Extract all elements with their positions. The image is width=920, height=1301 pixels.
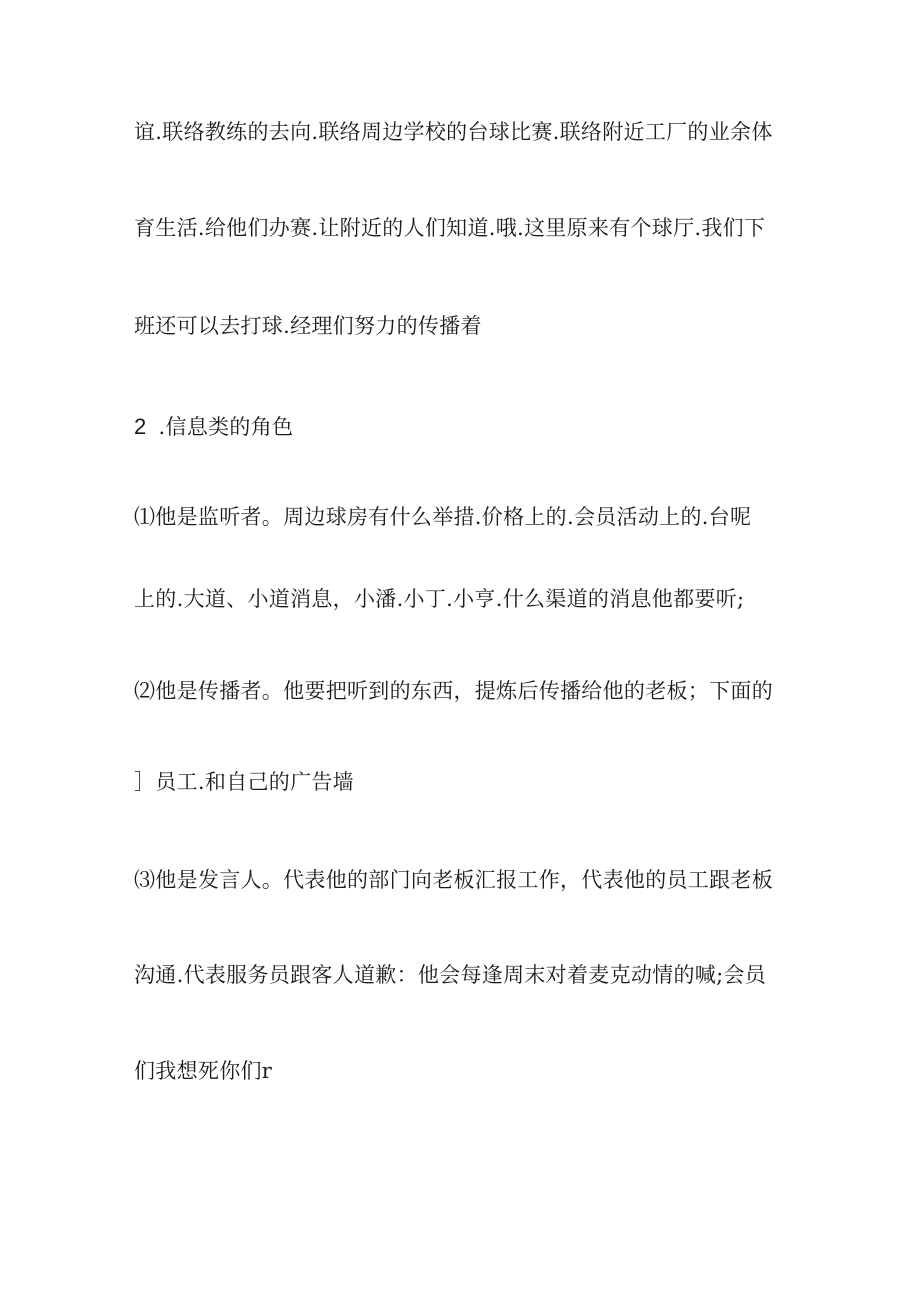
list-item-line: 沟通.代表服务员跟客人道歉：他会每逢周末对着麦克动情的喊;会员: [134, 963, 767, 987]
list-item-line: ⑴他是监听者。周边球房有什么举措.价格上的.会员活动上的.台呢: [134, 505, 752, 529]
section-number: 2: [134, 414, 147, 439]
paragraph-line: 育生活.给他们办赛.让附近的人们知道.哦.这里原来有个球厅.我们下: [134, 216, 766, 240]
section-heading: [134, 413, 774, 441]
paragraph-line: 班还可以去打球.经理们努力的传播着: [134, 314, 482, 338]
list-item-line: ］员工.和自己的广告墙: [134, 770, 354, 794]
list-item-line: 上的.大道、小道消息，小潘.小丁.小亨.什么渠道的消息他都要听;: [134, 587, 745, 611]
section-title: .信息类的角色: [158, 415, 294, 439]
list-item-line: 们我想死你们r: [134, 1059, 273, 1083]
list-item-line: ⑶他是发言人。代表他的部门向老板汇报工作，代表他的员工跟老板: [134, 868, 773, 892]
paragraph-line: 谊.联络教练的去向.联络周边学校的台球比赛.联络附近工厂的业余体: [134, 120, 773, 144]
list-item-line: ⑵他是传播者。他要把听到的东西，提炼后传播给他的老板；下面的: [134, 679, 773, 703]
